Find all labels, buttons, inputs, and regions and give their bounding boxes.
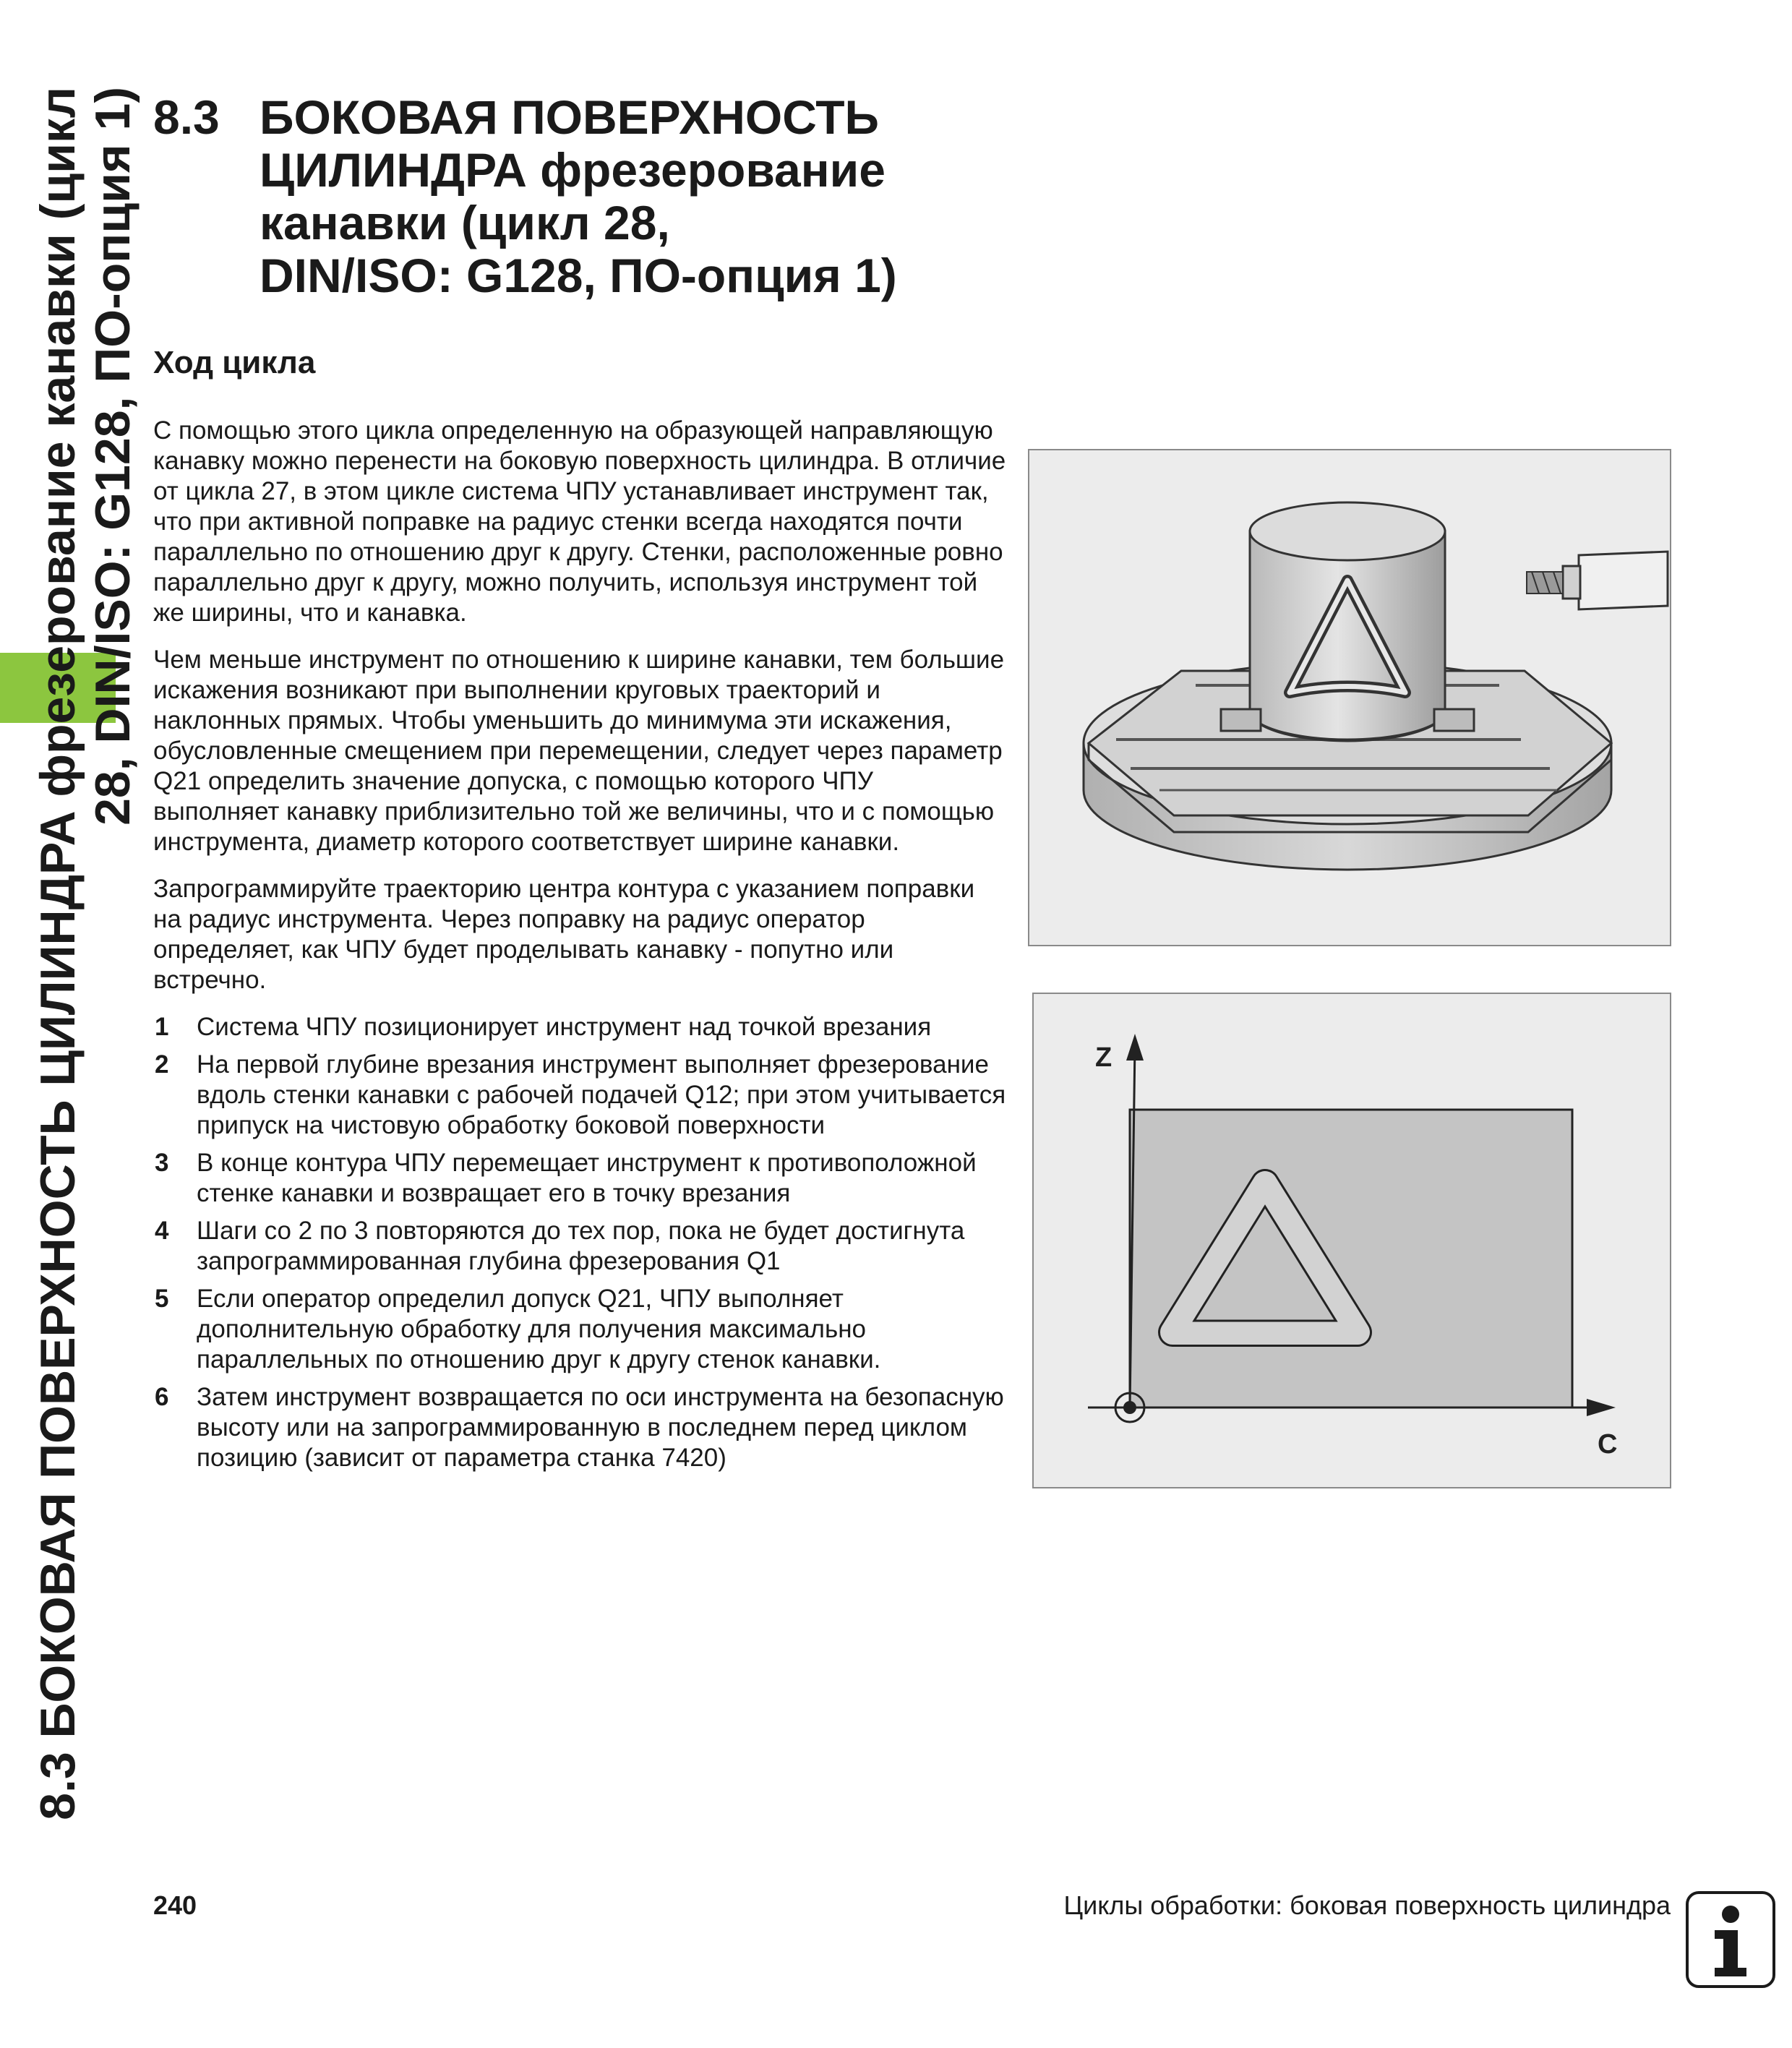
step-number: 4 — [155, 1217, 169, 1245]
cycle-steps-list — [153, 1012, 1006, 1473]
step-number: 2 — [155, 1050, 169, 1079]
title-line-2: ЦИЛИНДРА фрезерование — [260, 143, 886, 197]
figure-cylinder-illustration — [1028, 449, 1671, 946]
chapter-footer: Циклы обработки: боковая поверхность цилиндра — [1063, 1890, 1671, 1920]
side-title-line-1: 8.3 БОКОВАЯ ПОВЕРХНОСТЬ ЦИЛИНДРА фрезерование канавки (цикл — [30, 87, 85, 1820]
list-item — [153, 1148, 1006, 1209]
section-number: 8.3 — [153, 90, 220, 144]
page-number: 240 — [153, 1890, 197, 1920]
paragraph: Чем меньше инструмент по отношению к ширине канавки, тем большие искажения возникают при выполнении круговых траекторий и наклонных прямых. Чтобы уменьшить до минимума эти искажения, обусловленные смещением при перемещении, следует через параметр Q21 определить значение допуска, с помощью которого ЧПУ выполняет канавку приблизительно той же величины, что и с помощью инструмента, диаметр которого соответствует ширине канавки. — [153, 646, 1005, 856]
step-number: 5 — [155, 1285, 169, 1313]
paragraph: Запрограммируйте траекторию центра контура с указанием поправки на радиус инструмента. Через поправку на радиус оператор определяет, как ЧПУ будет проделывать канавку - попутно или встречно. — [153, 875, 975, 994]
step-text: На первой глубине врезания инструмент выполняет фрезерование вдоль стенки канавки с рабочей подачей Q12; при этом учитывается припуск на чистовую обработку боковой поверхности — [197, 1050, 1006, 1139]
step-text: В конце контура ЧПУ перемещает инструмент к противоположной стенке канавки и возвращает его в точку врезания — [197, 1149, 977, 1207]
page-title — [153, 91, 1021, 302]
step-text: Если оператор определил допуск Q21, ЧПУ выполняет дополнительную обработку для получения максимально параллельных по отношению друг к другу стенок канавки. — [197, 1285, 881, 1374]
figure-unrolled-surface — [1032, 993, 1671, 1488]
title-line-4: DIN/ISO: G128, ПО-опция 1) — [260, 249, 897, 302]
list-item — [153, 1050, 1006, 1141]
step-number: 3 — [155, 1149, 169, 1177]
list-item — [153, 1284, 1006, 1375]
list-item — [153, 1012, 1006, 1042]
paragraph: С помощью этого цикла определенную на образующей направляющую канавку можно перенести на боковую поверхность цилиндра. В отличие от цикла 27, в этом цикле система ЧПУ устанавливает инструмент так, что при активной поправке на радиус стенки всегда находятся почти параллельно по отношению друг к другу. Стенки, расположенные ровно параллельно друг к другу, можно получить, используя инструмент той же ширины, что и канавка. — [153, 416, 1006, 627]
side-running-title — [30, 87, 140, 1836]
c-axis-label: C — [1598, 1429, 1618, 1460]
step-text: Система ЧПУ позиционирует инструмент над точкой врезания — [197, 1013, 932, 1041]
title-line-1: БОКОВАЯ ПОВЕРХНОСТЬ — [260, 90, 879, 144]
step-text: Затем инструмент возвращается по оси инструмента на безопасную высоту или на запрограммированную в последнем перед циклом позицию (зависит от параметра станка 7420) — [197, 1383, 1004, 1472]
z-axis-label: Z — [1095, 1042, 1113, 1073]
step-number: 1 — [155, 1013, 169, 1041]
unrolled-surface-drawing — [1034, 994, 1670, 1487]
section-subheading: Ход цикла — [153, 345, 316, 380]
body-text — [153, 416, 1006, 1481]
title-line-3: канавки (цикл 28, — [260, 196, 670, 249]
list-item — [153, 1216, 1006, 1277]
info-icon[interactable] — [1686, 1891, 1775, 1988]
step-text: Шаги со 2 по 3 повторяются до тех пор, пока не будет достигнута запрограммированная глубина фрезерования Q1 — [197, 1217, 965, 1275]
list-item — [153, 1382, 1006, 1473]
cylinder-drawing — [1029, 450, 1670, 945]
side-title-line-2: 28, DIN/ISO: G128, ПО-опция 1) — [85, 87, 140, 826]
step-number: 6 — [155, 1383, 169, 1411]
